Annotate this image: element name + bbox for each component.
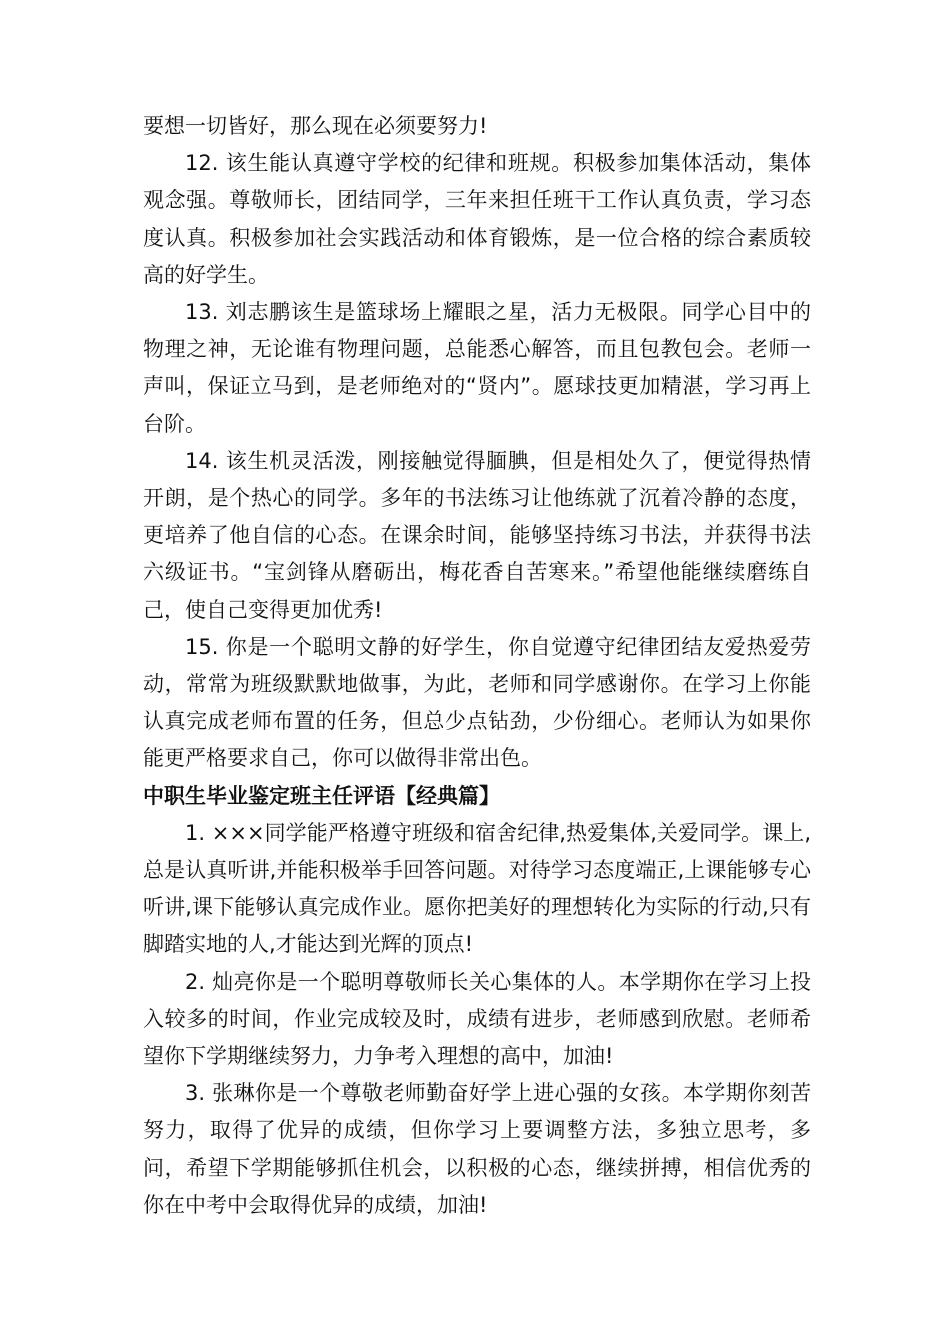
comment-13: 13. 刘志鹏该生是篮球场上耀眼之星，活力无极限。同学心目中的物理之神，无论谁有物理问题，总能悉心解答，而且包教包会。老师一声叫，保证立马到，是老师绝对的“贤内”。愿球技更加精湛，学习再上台阶。 xyxy=(143,300,811,436)
classic-comment-2: 2. 灿亮你是一个聪明尊敬师长关心集体的人。本学期你在学习上投入较多的时间，作业完成较及时，成绩有进步，老师感到欣慰。老师希望你下学期继续努力，力争考入理想的高中，加油! xyxy=(143,969,811,1069)
section-heading: 中职生毕业鉴定班主任评语【经典篇】 xyxy=(143,783,500,808)
comment-12: 12. 该生能认真遵守学校的纪律和班规。积极参加集体活动，集体观念强。尊敬师长，团结同学，三年来担任班干工作认真负责，学习态度认真。积极参加社会实践活动和体育锻炼，是一位合格的综合素质较高的好学生。 xyxy=(143,151,811,287)
comment-14: 14. 该生机灵活泼，刚接触觉得腼腆，但是相处久了，便觉得热情开朗，是个热心的同学。多年的书法练习让他练就了沉着冷静的态度，更培养了他自信的心态。在课余时间，能够坚持练习书法，并获得书法六级证书。“宝剑锋从磨砺出，梅花香自苦寒来。”希望他能继续磨练自己，使自己变得更加优秀! xyxy=(143,448,811,622)
document-page xyxy=(143,108,811,1224)
classic-comment-1: 1. ×××同学能严格遵守班级和宿舍纪律,热爱集体,关爱同学。课上,总是认真听讲,并能积极举手回答问题。对待学习态度端正,上课能够专心听讲,课下能够认真完成作业。愿你把美好的理想转化为实际的行动,只有脚踏实地的人,才能达到光辉的顶点! xyxy=(143,820,811,957)
comment-15: 15. 你是一个聪明文静的好学生，你自觉遵守纪律团结友爱热爱劳动，常常为班级默默地做事，为此，老师和同学感谢你。在学习上你能认真完成老师布置的任务，但总少点钻劲，少份细心。老师认为如果你能更严格要求自己，你可以做得非常出色。 xyxy=(143,634,811,771)
opening-line: 要想一切皆好，那么现在必须要努力! xyxy=(143,114,488,138)
classic-comment-3: 3. 张琳你是一个尊敬老师勤奋好学上进心强的女孩。本学期你刻苦努力，取得了优异的成绩，但你学习上要调整方法，多独立思考，多问，希望下学期能够抓住机会，以积极的心态，继续拼搏，相信优秀的你在中考中会取得优异的成绩，加油! xyxy=(143,1081,811,1217)
